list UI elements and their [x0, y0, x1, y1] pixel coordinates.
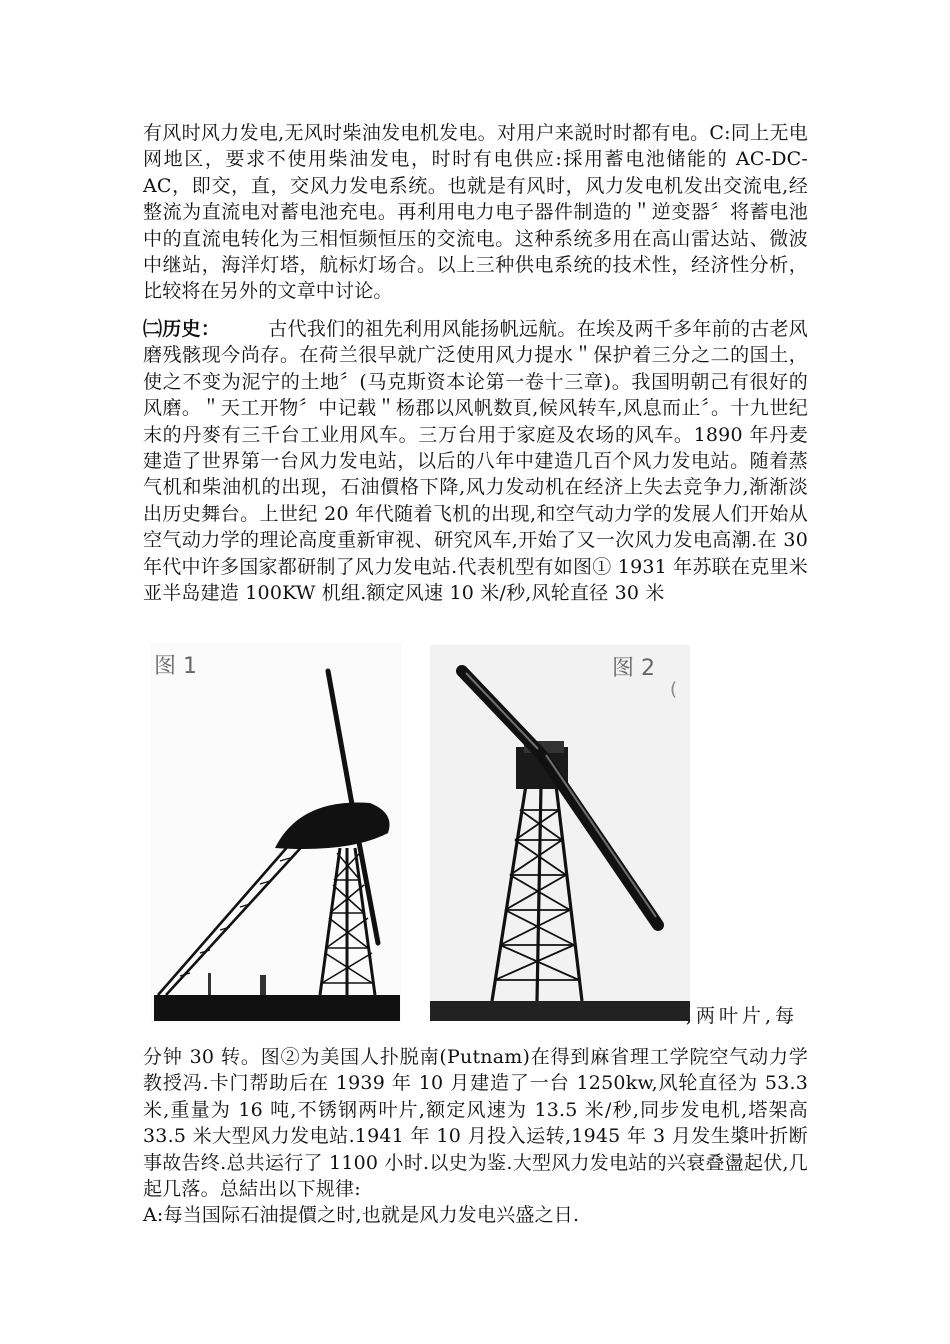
- paragraph-power-systems: 有风时风力发电,无风时柴油发电机发电。对用户来説时时都有电。C:同上无电网地区，要求不使用柴油发电，时时有电供应:採用蓄电池储能的 AC-DC-AC，即交，直，交风力发电系统。也就是有风时，风力发电机发出交流电,经整流为直流电对蓄电池充电。再利用电力电子器件制造的＂逆变器〞将蓄电池中的直流电转化为三相恒频恒压的交流电。这种系统多用在高山雷达站、微波中继站，海洋灯塔，航标灯场合。以上三种供电系统的技术性，经济性分析，比较将在另外的文章中讨论。: [143, 122, 808, 303]
- paragraph-putnam: 分钟 30 转。图②为美国人扑脱南(Putnam)在得到麻省理工学院空气动力学教授冯.卡门帮助后在 1939 年 10 月建造了一台 1250kw,风轮直径为 53.3 米,重量为 16 吨,不锈钢两叶片,额定风速为 13.5 米/秒,同步发电机,塔架高 33.5 米大型风力发电站.1941 年 10 月投入运转,1945 年 3 月发生槳叶折断事故告终.总共运行了 1100 小时.以史为鉴.大型风力发电站的兴衰叠盪起伏,几起几落。总結出以下规律: A:每当国际石油提價之时,也就是风力发电兴盛之日.: [143, 1046, 808, 1227]
- history-text: 古代我们的祖先利用风能扬帆远航。在埃及两千多年前的古老风磨残骸现今尚存。在荷兰很早就广泛使用风力提水＂保护着三分之二的国土，使之不变为泥宁的土地〞(马克斯资本论第一卷十三章)。我国明朝己有很好的风磨。＂天工开物〞中记载＂杨郡以风帆数頁,候风转车,风息而止〞。十九世纪末的丹麥有三千台工业用风车。三万台用于家庭及农场的风车。1890 年丹麦建造了世界第一台风力发电站，以后的八年中建造几百个风力发电站。随着蒸气机和柴油机的出现，石油價格下降,风力发动机在经济上失去竞争力,渐渐淡出历史舞台。上世纪 20 年代随着飞机的出现,和空气动力学的发展人们开始从空气动力学的理论高度重新审视、研究风车,开始了又一次风力发电高潮.在 30 年代中许多国家都研制了风力发电站.代表机型有如图① 1931 年苏联在克里米亚半岛建造 100KW 机组.额定风速 10 米/秒,风轮直径 30 米: [143, 318, 808, 605]
- figure-2-putnam-turbine-photo: [430, 645, 690, 1021]
- figure-1-label: 图 1: [154, 654, 197, 679]
- paragraph-history: [143, 316, 808, 606]
- figure-1-soviet-turbine-photo: [150, 643, 402, 1023]
- section-heading-history: ㈡历史：: [143, 318, 221, 340]
- figure-2-label: 图 2: [612, 656, 655, 681]
- figure-caption-tail: ,两叶片,每: [686, 1005, 799, 1027]
- figure-row: [150, 643, 810, 1025]
- svg-text:(: (: [670, 679, 678, 700]
